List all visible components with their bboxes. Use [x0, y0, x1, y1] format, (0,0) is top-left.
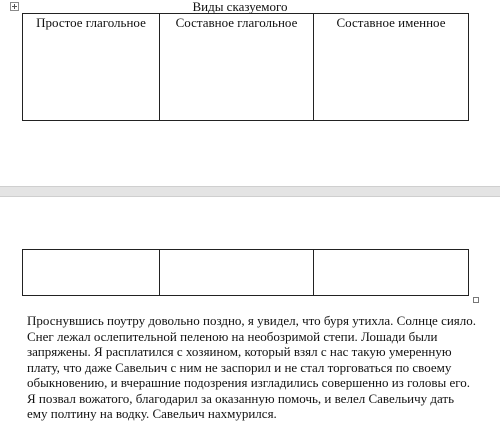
table-title: Виды сказуемого	[192, 0, 288, 14]
predicate-types-table-continued	[22, 249, 469, 296]
table-resize-handle-icon[interactable]	[473, 297, 479, 303]
table-row	[23, 250, 469, 296]
page-break-gap	[0, 186, 500, 197]
exercise-paragraph: Проснувшись поутру довольно поздно, я увидел, что буря утихла. Солнце сияло. Снег лежал ослепительной пеленою на необозримой степи. Лошади были запряжены. Я расплатился с хозяином, который взял с нас такую умеренную плату, что даже Савельич с ним не заспорил и не стал торговаться по своему обыкновению, и вчерашние подозрения изгладились совершенно из головы его. Я позвал вожатого, благодарил за оказанную помочь, и велел Савельичу дать ему полтину на водку. Савельич нахмурился.	[27, 313, 477, 421]
table-cell-compound-verbal[interactable]	[160, 250, 314, 296]
table-cell-compound-nominal[interactable]	[314, 250, 469, 296]
predicate-types-table	[22, 13, 469, 121]
table-header-cell-compound-verbal[interactable]: Составное глагольное	[160, 14, 314, 121]
table-header-cell-simple-verbal[interactable]: Простое глагольное	[23, 14, 160, 121]
table-cell-simple-verbal[interactable]	[23, 250, 160, 296]
table-header-cell-compound-nominal[interactable]: Составное именное	[314, 14, 469, 121]
table-header-row	[23, 14, 469, 121]
